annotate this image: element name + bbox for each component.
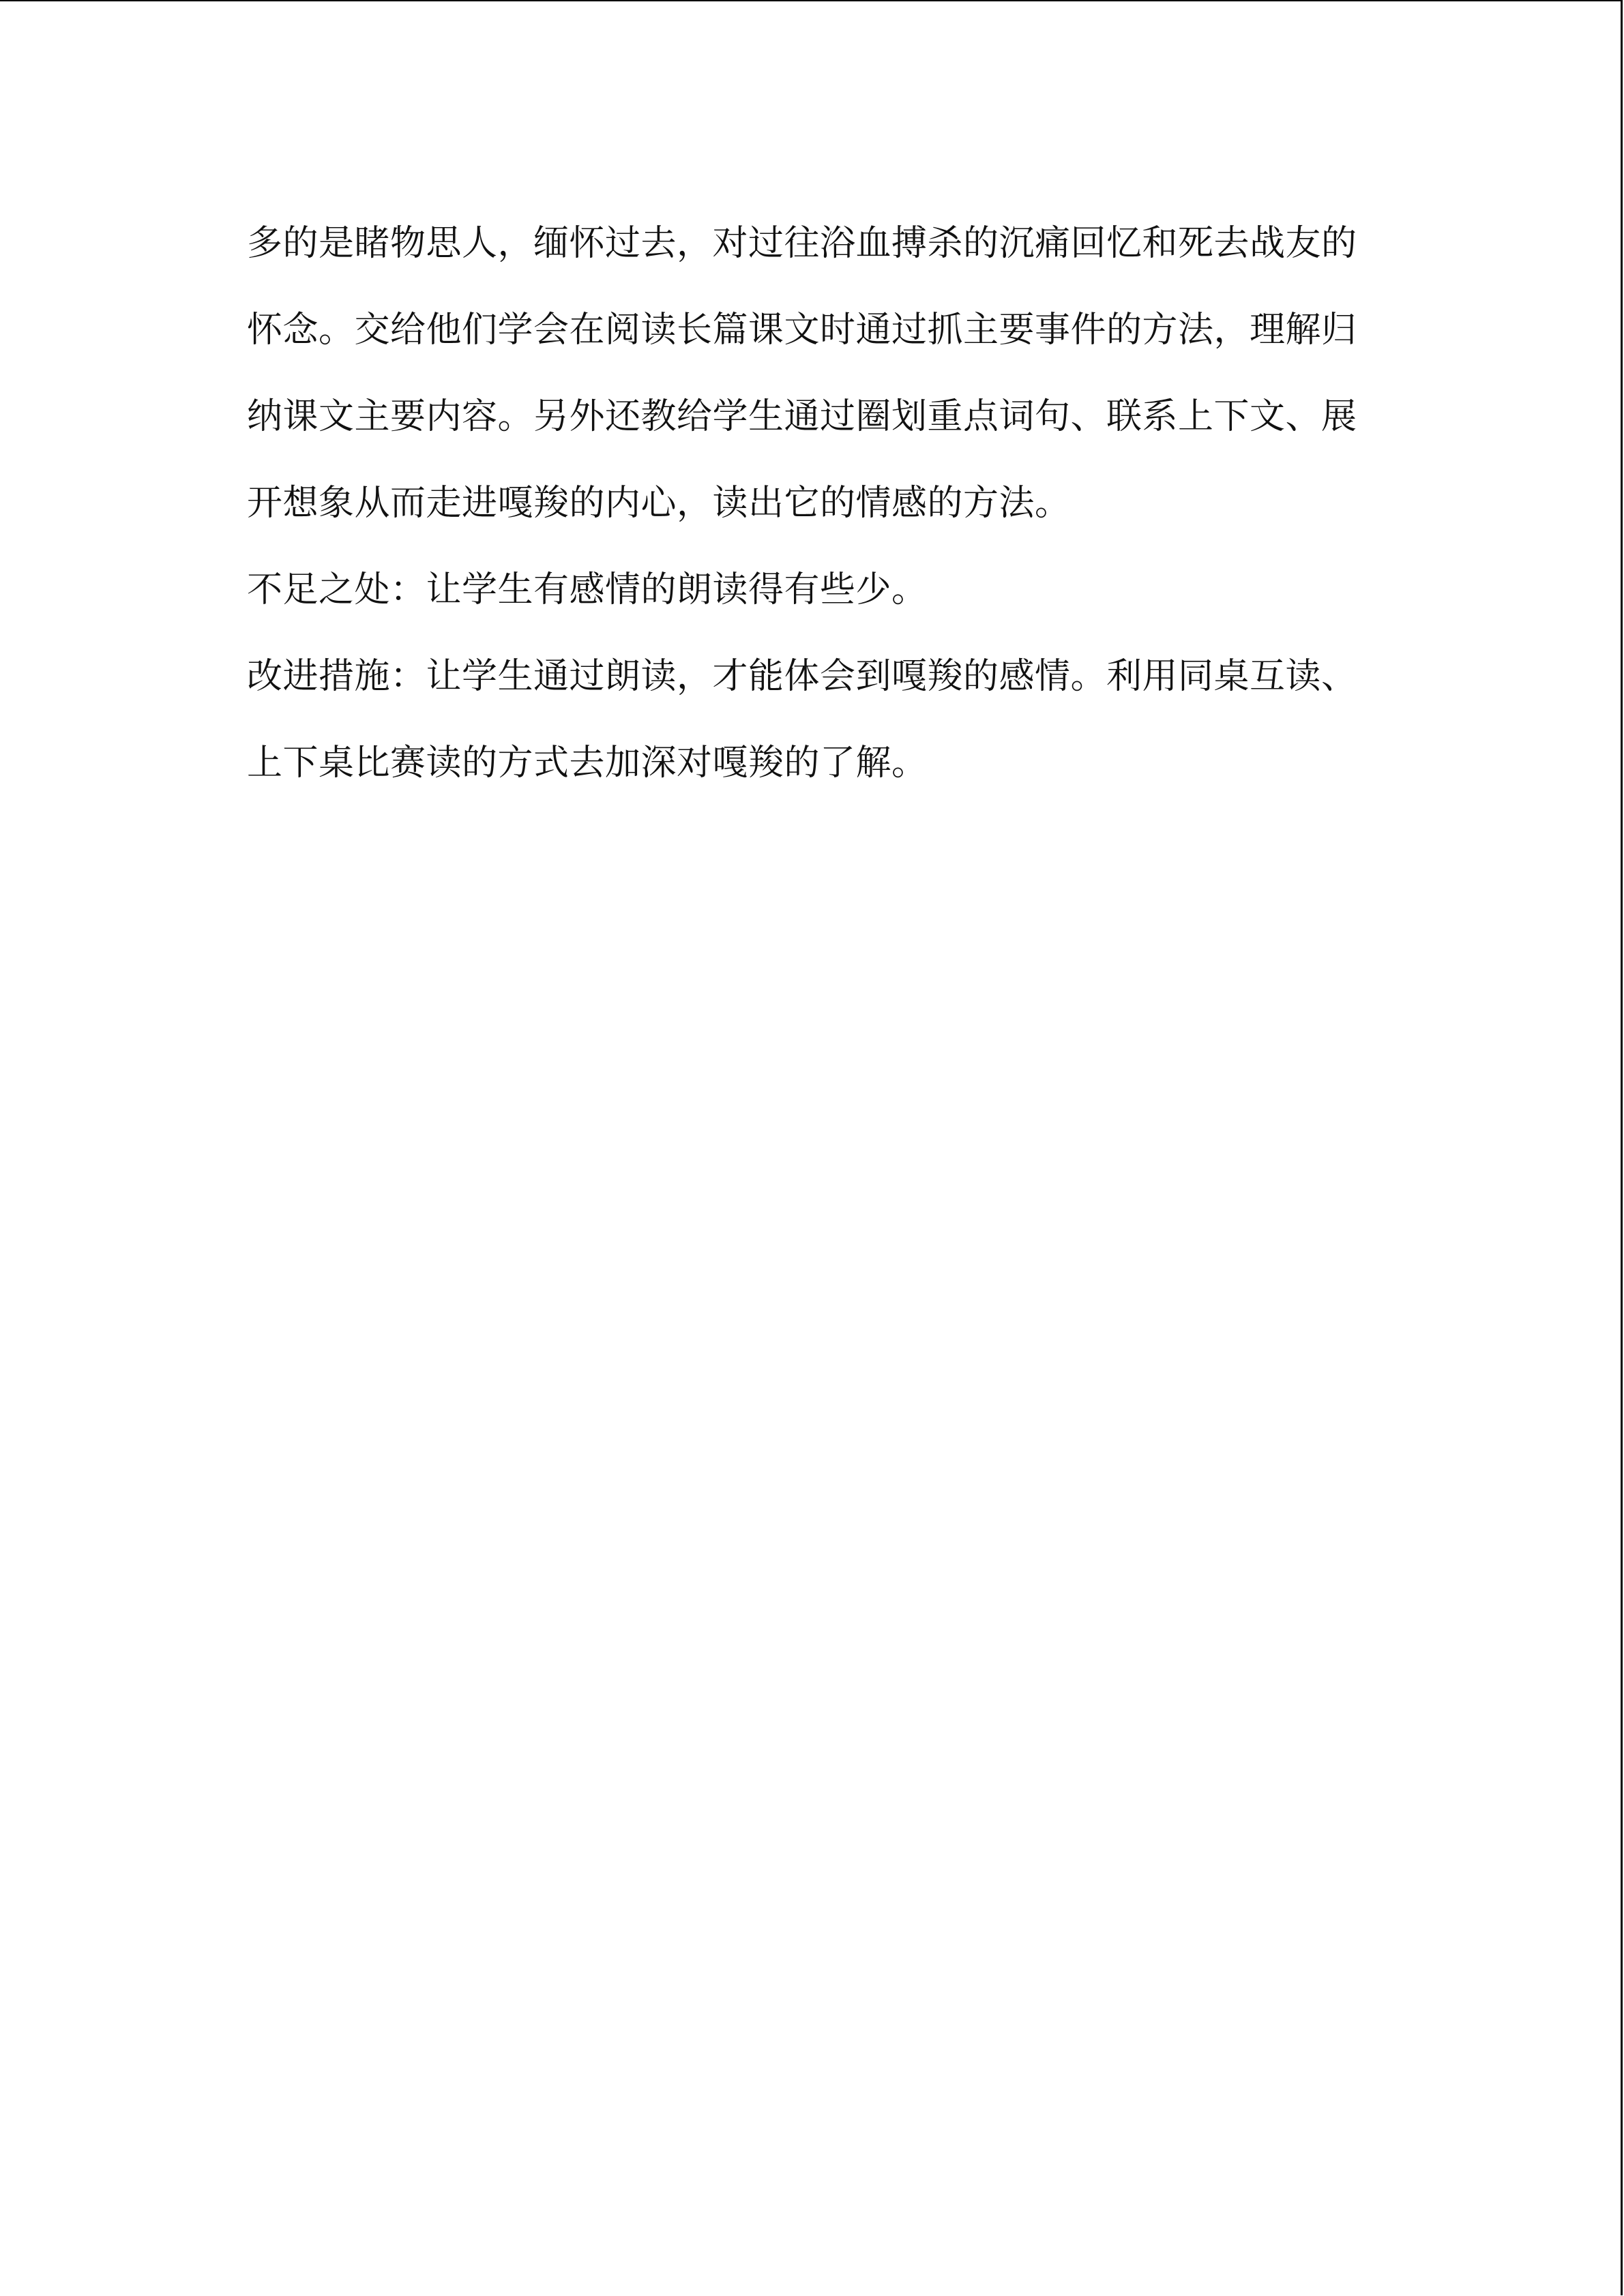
paragraph-improvements: 改进措施：让学生通过朗读，才能体会到嘎羧的感情。利用同桌互读、上下桌比赛读的方式去加深对嘎羧的了解。 <box>247 656 1357 784</box>
paragraph-reflection: 多的是睹物思人，缅怀过去，对过往浴血搏杀的沉痛回忆和死去战友的怀念。交给他们学会在阅读长篇课文时通过抓主要事件的方法，理解归纳课文主要内容。另外还教给学生通过圈划重点词句、联系上下文、展开想象从而走进嘎羧的内心，读出它的情感的方法。 <box>247 223 1357 524</box>
paragraph-shortcomings: 不足之处：让学生有感情的朗读得有些少。 <box>247 569 928 610</box>
document-body <box>247 200 1379 807</box>
